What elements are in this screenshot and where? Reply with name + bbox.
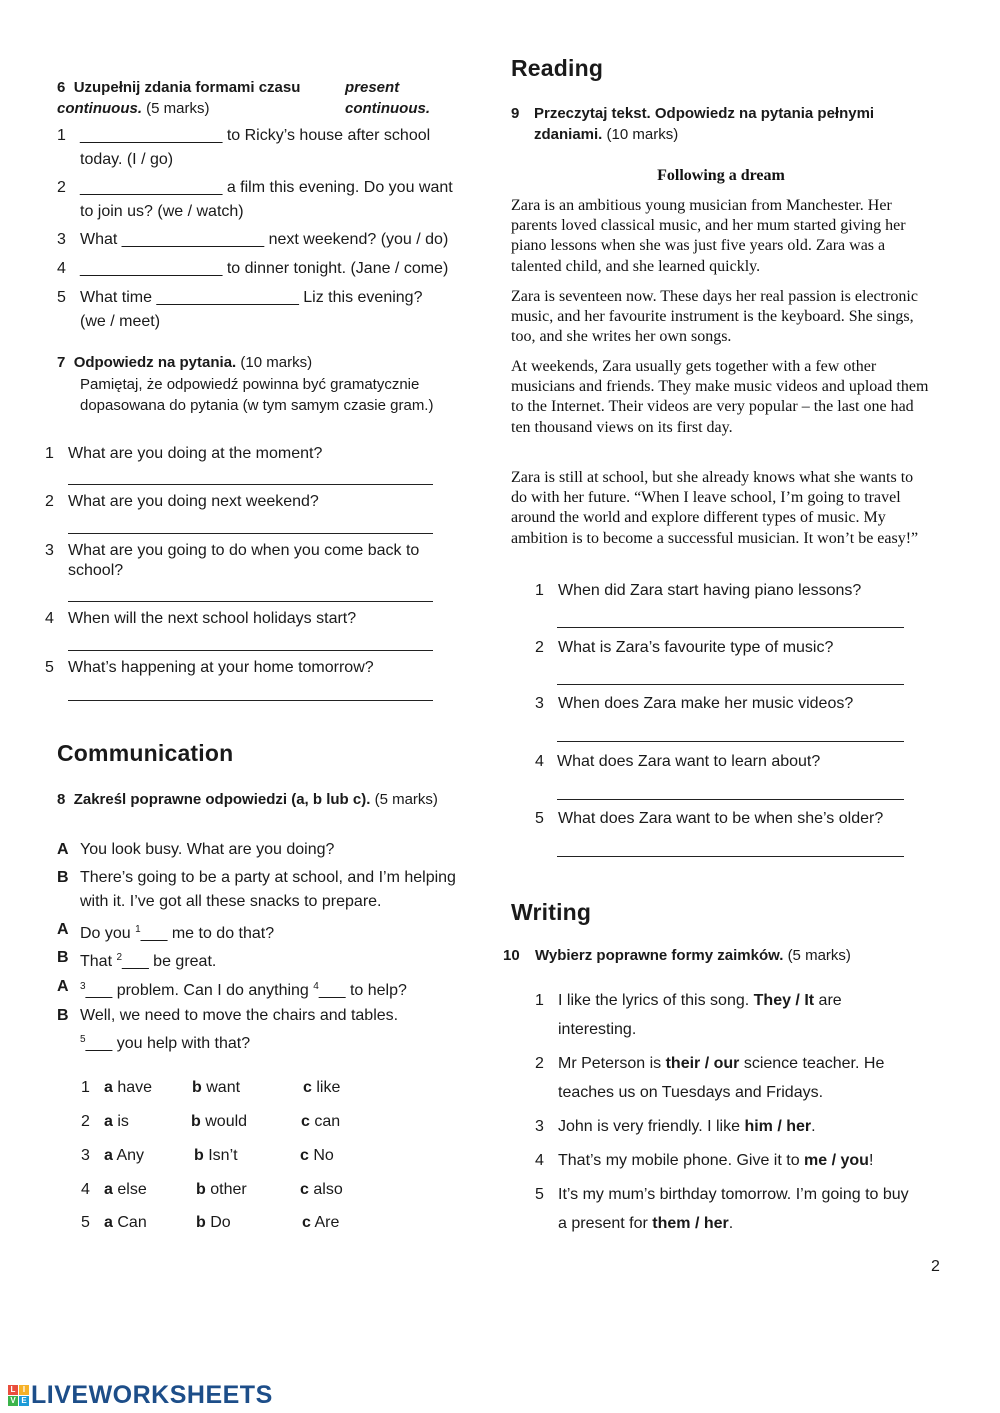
task-7-question-4: 4 When will the next school holidays start? [45,610,357,627]
item-text[interactable]: ________________ to dinner tonight. (Jane / come) [80,260,449,277]
story-paragraph-3: At weekends, Zara usually gets together with a few other musicians and friends. They make music videos and upload them to the Internet. Their videos are very popular – the last one had ten thousand views on its first day. [511,358,929,436]
task-7-question-2: 2 What are you doing next weekend? [45,493,319,510]
option-b[interactable]: b other [196,1181,247,1198]
option-row-2: 2 a is b would c can [81,1110,461,1134]
item-text[interactable]: ________________ a film this evening. Do you want [80,179,453,196]
option-c[interactable]: c can [301,1113,341,1130]
story-paragraph-2: Zara is seventeen now. These days her real passion is electronic music, and her favourite instrument is the keyboard. She sings, too, and she writes her own songs. [511,288,918,346]
item-text-line2: (we / meet) [80,313,161,330]
option-c[interactable]: c also [300,1181,343,1198]
pronoun-choice[interactable]: They / It [753,992,815,1009]
item-text-line2: today. (I / go) [80,151,174,168]
pronoun-choice[interactable]: him / her [744,1118,812,1135]
option-b[interactable]: b want [192,1079,241,1096]
question-text: What are you going to do when you come back to [68,542,420,559]
answer-line[interactable] [557,856,904,857]
reading-question-5: 5 What does Zara want to be when she’s older? [535,810,884,827]
answer-line[interactable] [557,741,904,742]
task-6-item-5: 5 What time ________________ Liz this evening? (we / meet) [57,286,66,310]
gap-4[interactable]: ___ to help? [318,982,407,999]
task-9-heading: 9 Przeczytaj tekst. Odpowiedz na pytania pełnymi zdaniami. (10 marks) [511,105,875,143]
answer-line[interactable] [68,533,433,534]
gap-3[interactable]: ___ problem. Can I do anything [85,982,314,999]
task-6-item-2: 2 ________________ a film this evening. Do you want to join us? (we / watch) [57,176,66,200]
dialogue-line-1: A You look busy. What are you doing? [57,841,335,858]
question-text: When will the next school holidays start? [68,610,357,627]
task-6-item-4: 4 ________________ to dinner tonight. (Jane / come) [57,257,66,281]
logo-tile: V [8,1396,18,1406]
dialogue-line-4: B That $^2$___ be great. [57,949,217,970]
answer-line[interactable] [68,700,433,701]
reading-question-1: 1 When did Zara start having piano lessons? [535,582,862,599]
answer-line[interactable] [557,684,904,685]
dialogue-line-5: A $^3$___ problem. Can I do anything $^4$___ to help? [57,978,407,999]
option-b[interactable]: b would [191,1113,248,1130]
task-6-heading-line2: continuous. (5 marks) [57,100,210,117]
question-text: What are you doing at the moment? [68,445,323,462]
item-text[interactable]: What time ________________ Liz this evening? [80,289,423,306]
logo-tile: I [19,1385,29,1395]
writing-item-2: 2 Mr Peterson is their / our science teacher. He teaches us on Tuesdays and Fridays. [535,1055,885,1101]
logo-text: LIVEWORKSHEETS [31,1380,273,1409]
item-text[interactable]: ________________ to Ricky’s house after school [80,127,431,144]
gap-1[interactable]: ___ me to do that? [140,925,275,942]
option-row-5: 5 a Can b Do c Are [81,1211,461,1235]
task-7-question-1: 1 What are you doing at the moment? [45,445,323,462]
task-6-item-1: 1 ________________ to Ricky’s house after school today. (I / go) [57,124,66,148]
option-row-3: 3 a Any b Isn’t c No [81,1144,461,1168]
answer-line[interactable] [68,484,433,485]
option-b[interactable]: b Do [196,1214,231,1231]
option-row-4: 4 a else b other c also [81,1178,461,1202]
pronoun-choice[interactable]: their / our [665,1055,740,1072]
section-title-writing: Writing [511,899,592,925]
liveworksheets-logo [8,1380,273,1410]
item-text-line2: to join us? (we / watch) [80,203,244,220]
task-8-heading: 8 Zakreśl poprawne odpowiedzi (a, b lub c). (5 marks) [57,791,438,808]
section-title-communication: Communication [57,740,234,766]
option-a[interactable]: a have [104,1079,153,1096]
section-title-reading: Reading [511,55,604,81]
story-paragraph-1: Zara is an ambitious young musician from Manchester. Her parents loved classical music, and her mum started giving her piano lessons when she was just five years old. Zara was a talented child, and she learned quickly. [511,197,906,275]
dialogue-line-6: B Well, we need to move the chairs and tables. $^5$___ you help with that? [57,1007,399,1052]
task-7-note: Pamiętaj, że odpowiedź powinna być gramatycznie dopasowana do pytania (w tym samym czasie gram.) [80,376,434,414]
reading-question-4: 4 What does Zara want to learn about? [535,753,821,770]
logo-tile: E [19,1396,29,1406]
task-6-item-3: 3 What ________________ next weekend? (you / do) [57,228,66,252]
option-c[interactable]: c No [300,1147,334,1164]
task-7-question-3: 3 What are you going to do when you come back to school? [45,542,420,579]
task-7-question-5: 5 What’s happening at your home tomorrow? [45,659,374,676]
dialogue-line-3: A Do you $^1$___ me to do that? [57,921,275,942]
option-b[interactable]: b Isn’t [194,1147,238,1164]
question-text: What’s happening at your home tomorrow? [68,659,374,676]
option-c[interactable]: c like [303,1079,341,1096]
answer-line[interactable] [68,601,433,602]
option-a[interactable]: a else [104,1181,147,1198]
story-paragraph-4: Zara is still at school, but she already knows what she wants to do with her future. “When I leave school, I’m going to travel around the world and explore different types of music. My ambition is to become a successful musician. It won’t be easy!” [511,469,919,547]
option-a[interactable]: a Can [104,1214,147,1231]
pronoun-choice[interactable]: me / you [804,1152,869,1169]
writing-item-1: 1 I like the lyrics of this song. They / It are interesting. [535,992,842,1038]
writing-item-3: 3 John is very friendly. I like him / her. [535,1118,816,1135]
option-c[interactable]: c Are [302,1214,340,1231]
reading-question-2: 2 What is Zara’s favourite type of music? [535,639,834,656]
task-10-heading: 10 Wybierz poprawne formy zaimków. (5 marks) [503,947,851,964]
gap-5[interactable]: ___ you help with that? [85,1035,251,1052]
logo-tile: L [8,1385,18,1395]
page-number: 2 [931,1258,940,1275]
answer-line[interactable] [557,627,904,628]
pronoun-choice[interactable]: them / her [652,1215,729,1232]
option-row-1: 1 a have b want c like [81,1076,461,1100]
question-text: What are you doing next weekend? [68,493,319,510]
option-a[interactable]: a Any [104,1147,145,1164]
option-a[interactable]: a is [104,1113,129,1130]
dialogue-line-2: B There’s going to be a party at school, and I’m helping with it. I’ve got all these snacks to prepare. [57,869,456,910]
item-text[interactable]: What ________________ next weekend? (you / do) [80,231,449,248]
task-6-heading: 6 Uzupełnij zdania formami czasu present continuous. [57,79,430,117]
story-title: Following a dream [657,167,785,184]
writing-item-4: 4 That’s my mobile phone. Give it to me / you! [535,1152,874,1169]
writing-item-5: 5 It’s my mum’s birthday tomorrow. I’m going to buy a present for them / her. [535,1186,909,1232]
task-7-heading: 7 Odpowiedz na pytania. (10 marks) [57,354,313,371]
question-text-line2: school? [68,562,124,579]
gap-2[interactable]: ___ be great. [122,953,217,970]
logo-mark-icon [8,1385,29,1406]
answer-line[interactable] [557,799,904,800]
answer-line[interactable] [68,650,433,651]
reading-question-3: 3 When does Zara make her music videos? [535,695,854,712]
